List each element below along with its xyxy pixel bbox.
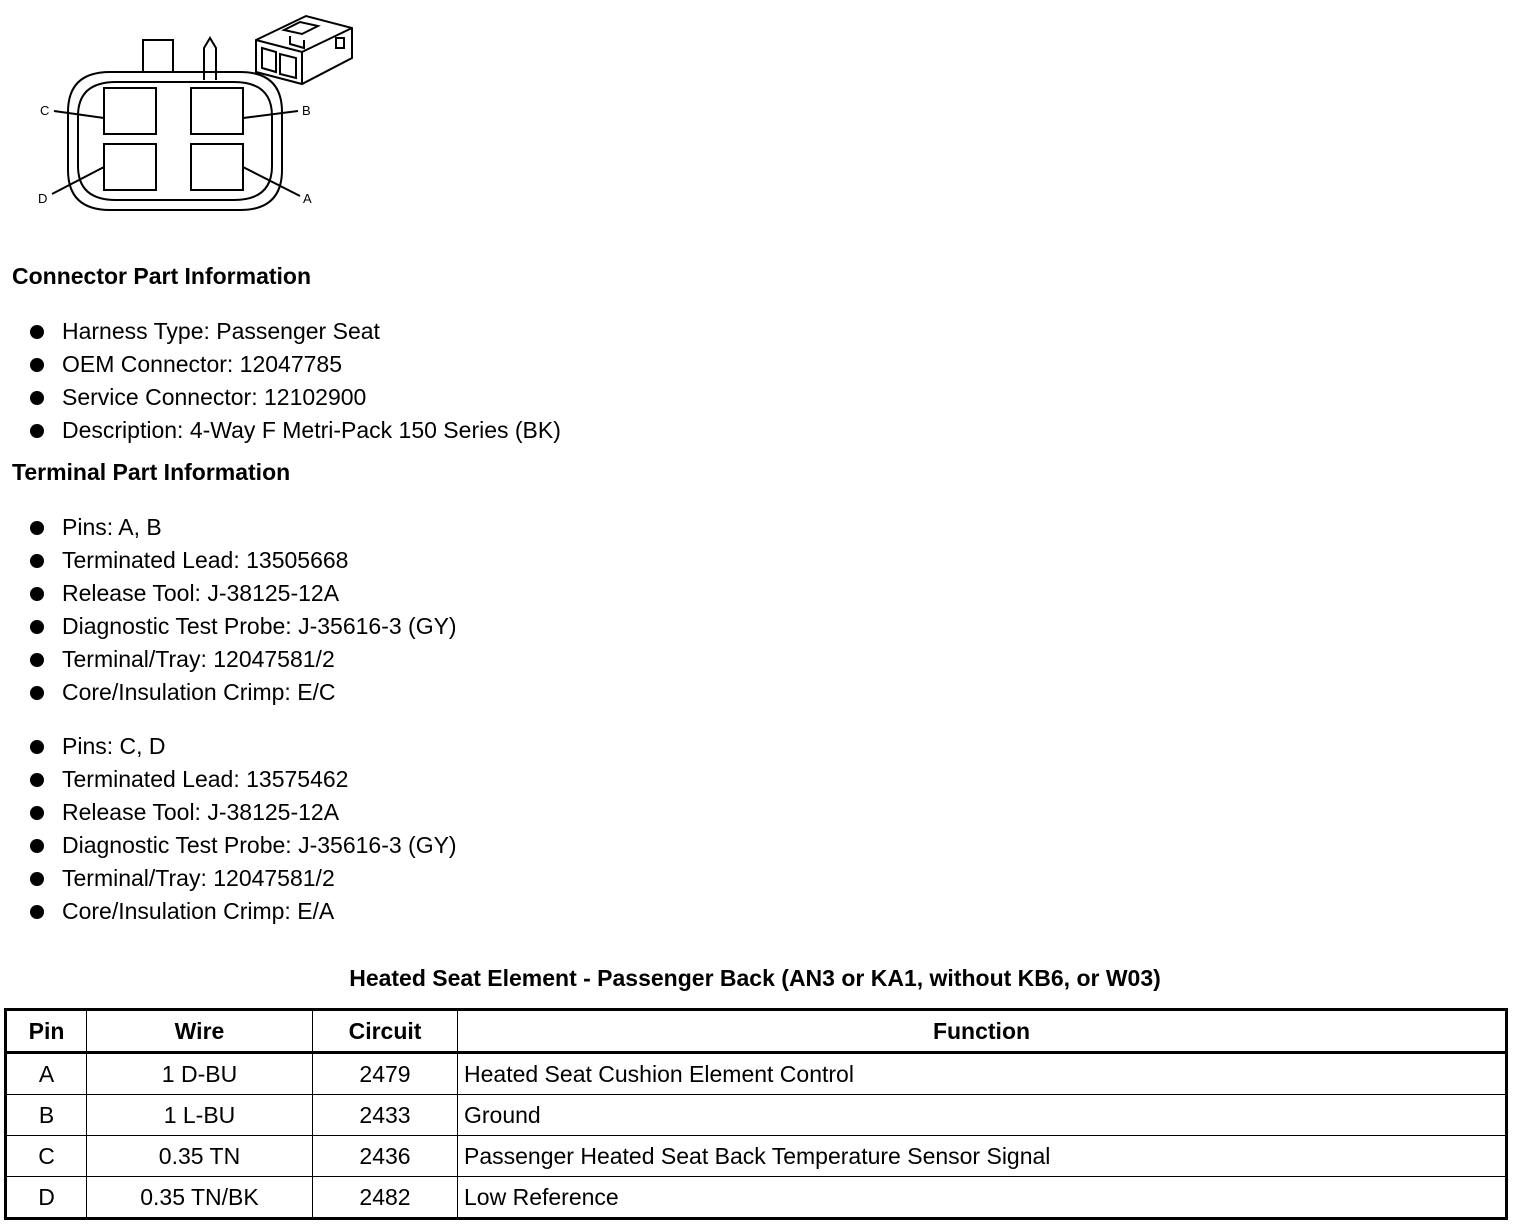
list-item: OEM Connector: 12047785 — [28, 348, 561, 381]
cavity-d — [104, 144, 156, 190]
cell-wire: 0.35 TN — [87, 1136, 313, 1177]
bullet-icon — [30, 391, 44, 405]
list-item: Pins: C, D — [28, 730, 457, 763]
table-title: Heated Seat Element - Passenger Back (AN3 or KA1, without KB6, or W03) — [349, 965, 1161, 991]
pinout-table — [4, 1008, 1508, 1220]
key-post — [204, 38, 216, 80]
list-item: Pins: A, B — [28, 511, 457, 544]
cell-pin: B — [6, 1095, 87, 1136]
list-item: Core/Insulation Crimp: E/A — [28, 895, 457, 928]
cell-circuit: 2433 — [313, 1095, 458, 1136]
table-header-row — [6, 1010, 1507, 1053]
cell-function: Low Reference — [458, 1177, 1507, 1219]
cell-pin: D — [6, 1177, 87, 1219]
bullet-icon — [30, 620, 44, 634]
cell-function: Ground — [458, 1095, 1507, 1136]
list-item: Terminal/Tray: 12047581/2 — [28, 862, 457, 895]
bullet-icon — [30, 773, 44, 787]
pin-label-c: C — [40, 103, 50, 118]
header-function: Function — [458, 1010, 1507, 1053]
bullet-icon — [30, 872, 44, 886]
list-item: Harness Type: Passenger Seat — [28, 315, 561, 348]
cell-circuit: 2479 — [313, 1053, 458, 1095]
pin-label-d: D — [38, 191, 48, 206]
bullet-icon — [30, 424, 44, 438]
bullet-icon — [30, 740, 44, 754]
connector-diagram — [0, 0, 380, 230]
list-item: Diagnostic Test Probe: J-35616-3 (GY) — [28, 829, 457, 862]
list-item: Terminated Lead: 13505668 — [28, 544, 457, 577]
cavity-a — [191, 144, 243, 190]
list-item: Diagnostic Test Probe: J-35616-3 (GY) — [28, 610, 457, 643]
bullet-icon — [30, 686, 44, 700]
terminal-info-title: Terminal Part Information — [12, 459, 291, 485]
list-item: Release Tool: J-38125-12A — [28, 577, 457, 610]
cell-pin: A — [6, 1053, 87, 1095]
cell-function: Heated Seat Cushion Element Control — [458, 1053, 1507, 1095]
cavity-b — [191, 88, 243, 134]
list-item: Terminated Lead: 13575462 — [28, 763, 457, 796]
cell-circuit: 2436 — [313, 1136, 458, 1177]
terminal-group-ab-list — [28, 511, 457, 709]
connector-info-list — [28, 315, 561, 447]
bullet-icon — [30, 905, 44, 919]
cavity-c — [104, 88, 156, 134]
bullet-icon — [30, 358, 44, 372]
cell-wire: 1 L-BU — [87, 1095, 313, 1136]
table-row — [6, 1136, 1507, 1177]
list-item: Service Connector: 12102900 — [28, 381, 561, 414]
table-row — [6, 1177, 1507, 1219]
cell-pin: C — [6, 1136, 87, 1177]
header-wire: Wire — [87, 1010, 313, 1053]
cell-circuit: 2482 — [313, 1177, 458, 1219]
bullet-icon — [30, 554, 44, 568]
list-item: Release Tool: J-38125-12A — [28, 796, 457, 829]
pin-label-a: A — [303, 191, 312, 206]
terminal-group-cd-list — [28, 730, 457, 928]
pin-label-b: B — [302, 103, 311, 118]
cell-function: Passenger Heated Seat Back Temperature Sensor Signal — [458, 1136, 1507, 1177]
bullet-icon — [30, 839, 44, 853]
bullet-icon — [30, 653, 44, 667]
bullet-icon — [30, 587, 44, 601]
bullet-icon — [30, 325, 44, 339]
header-pin: Pin — [6, 1010, 87, 1053]
table-row — [6, 1053, 1507, 1095]
list-item: Core/Insulation Crimp: E/C — [28, 676, 457, 709]
cell-wire: 1 D-BU — [87, 1053, 313, 1095]
bullet-icon — [30, 521, 44, 535]
cell-wire: 0.35 TN/BK — [87, 1177, 313, 1219]
latch-tab — [143, 40, 173, 72]
connector-isometric-icon — [256, 16, 352, 84]
bullet-icon — [30, 806, 44, 820]
connector-info-title: Connector Part Information — [12, 263, 312, 289]
table-row — [6, 1095, 1507, 1136]
header-circuit: Circuit — [313, 1010, 458, 1053]
connector-housing — [68, 72, 282, 210]
list-item: Terminal/Tray: 12047581/2 — [28, 643, 457, 676]
list-item: Description: 4-Way F Metri-Pack 150 Series (BK) — [28, 414, 561, 447]
